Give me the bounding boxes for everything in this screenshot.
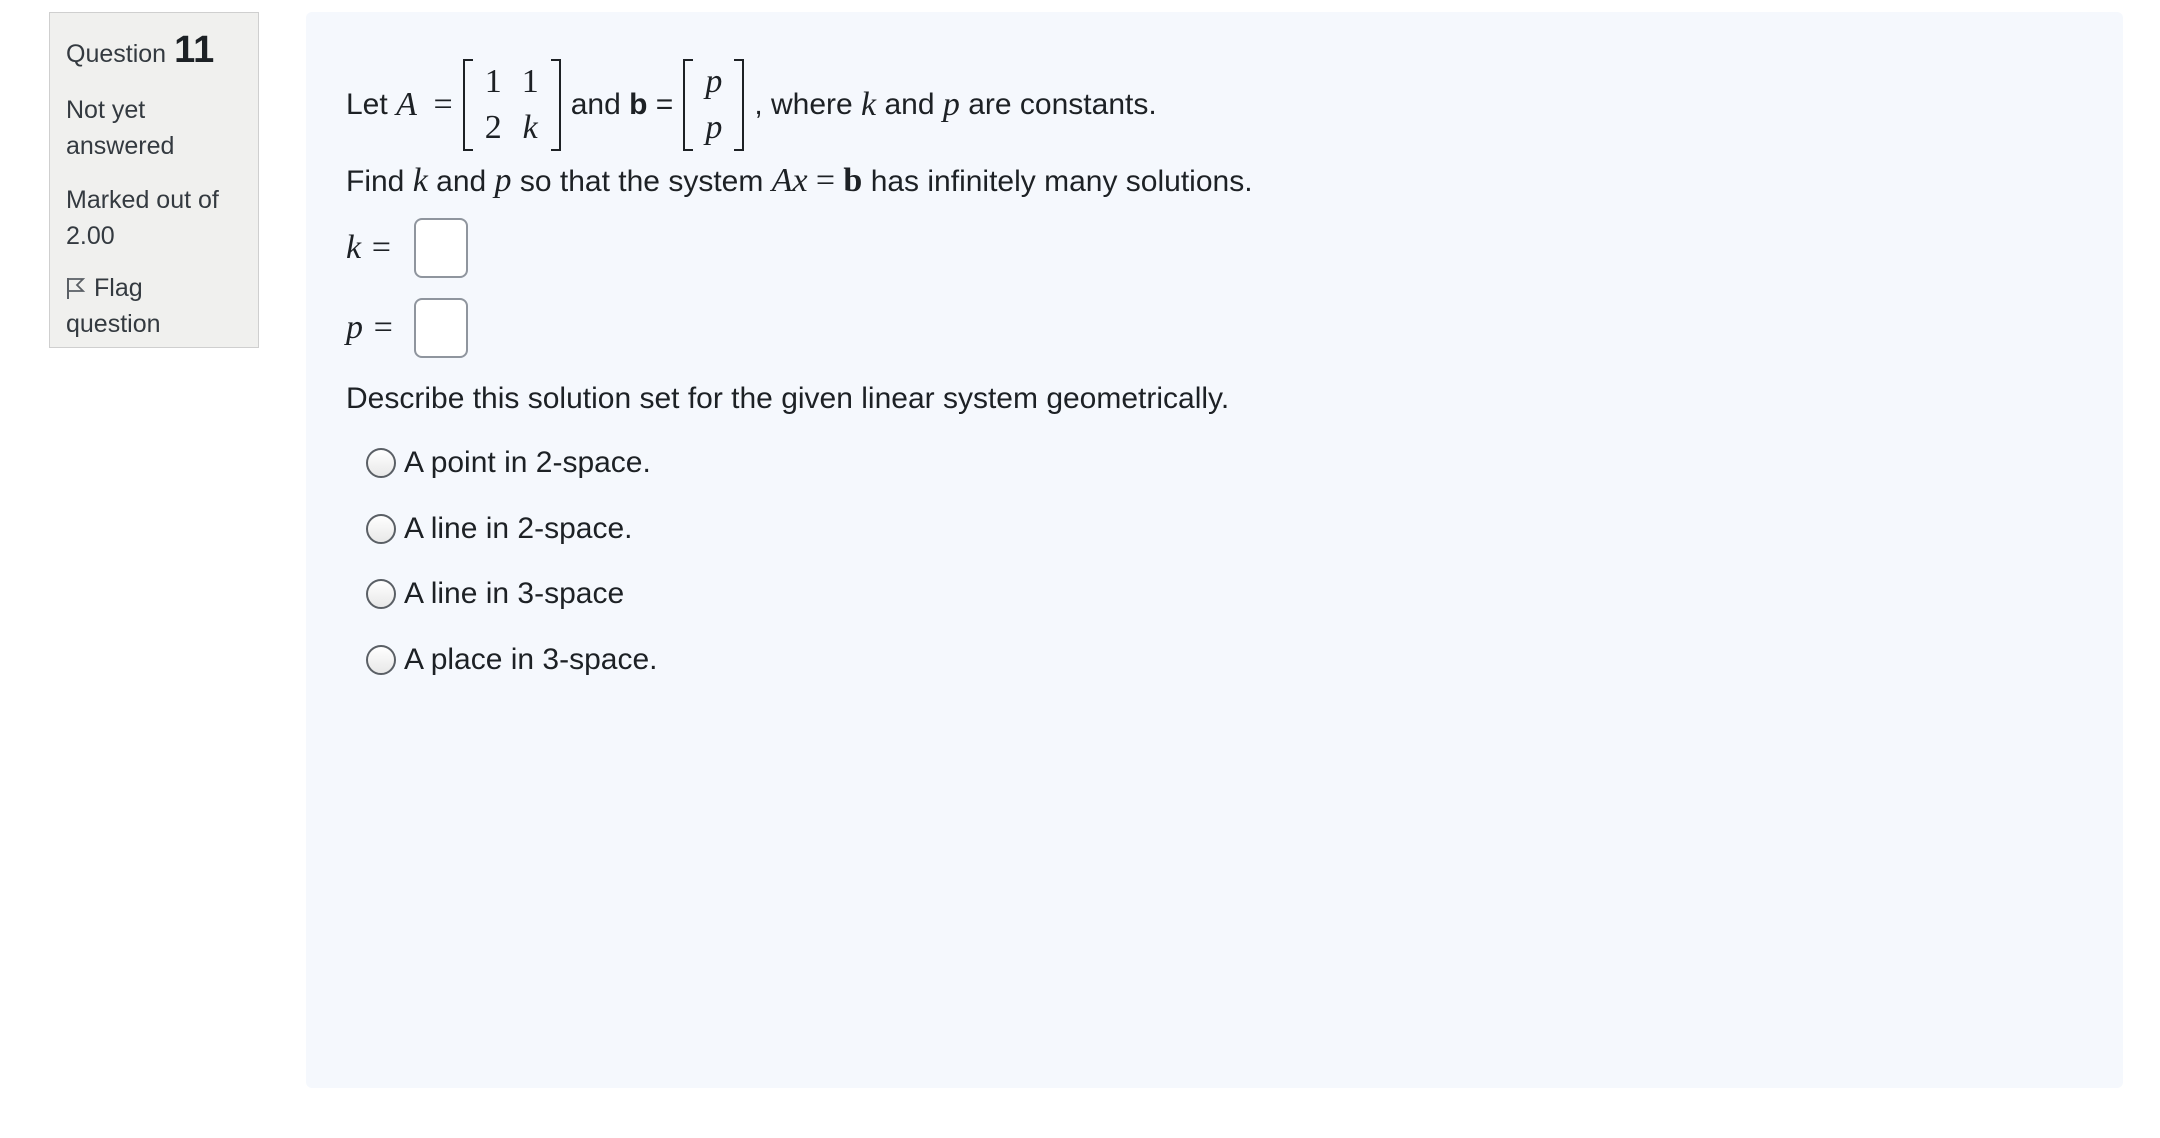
question-state: Not yet answered bbox=[66, 96, 175, 160]
right-bracket bbox=[551, 59, 561, 151]
option-line-2-space[interactable] bbox=[366, 512, 632, 546]
vector-b-cell: p bbox=[705, 109, 723, 146]
flag-question-label: Flag question bbox=[66, 274, 161, 338]
question-number bbox=[66, 29, 242, 72]
right-bracket bbox=[734, 59, 744, 151]
and-text: and bbox=[884, 88, 935, 121]
question-number-value: 11 bbox=[174, 29, 215, 71]
describe-prompt: Describe this solution set for the given linear system geometrically. bbox=[346, 382, 1230, 415]
question-label: Question bbox=[66, 40, 167, 68]
infinitely-text: has infinitely many solutions. bbox=[870, 165, 1253, 198]
question-statement bbox=[346, 50, 1157, 160]
option-label: A point in 2-space. bbox=[404, 446, 651, 479]
matrix-A-cell: 1 bbox=[484, 63, 502, 100]
p-symbol: p bbox=[942, 86, 960, 123]
flag-icon bbox=[66, 276, 86, 300]
option-point-2-space[interactable] bbox=[366, 446, 651, 480]
p-answer-row bbox=[346, 298, 468, 358]
k-answer-input[interactable] bbox=[414, 218, 468, 278]
option-place-3-space[interactable] bbox=[366, 643, 658, 677]
so-that-text: so that the system bbox=[519, 165, 764, 198]
matrix-A-cell: 2 bbox=[484, 109, 502, 146]
left-bracket bbox=[683, 59, 693, 151]
where-text: , where bbox=[754, 88, 853, 121]
radio-button[interactable] bbox=[366, 579, 396, 609]
b-symbol: b bbox=[843, 162, 863, 199]
option-label: A place in 3-space. bbox=[404, 643, 658, 676]
k-answer-row bbox=[346, 218, 468, 278]
and-text: and bbox=[570, 88, 621, 121]
p-answer-label: p = bbox=[346, 309, 395, 346]
equals-sign: = bbox=[815, 162, 836, 199]
left-bracket bbox=[463, 59, 473, 151]
find-statement bbox=[346, 162, 1253, 200]
radio-button[interactable] bbox=[366, 645, 396, 675]
k-symbol: k bbox=[412, 162, 428, 199]
matrix-A bbox=[463, 59, 561, 151]
find-text: Find bbox=[346, 165, 405, 198]
vector-b bbox=[683, 59, 744, 151]
let-text: Let bbox=[346, 88, 388, 121]
option-label: A line in 3-space bbox=[404, 577, 625, 610]
option-label: A line in 2-space. bbox=[404, 512, 633, 545]
b-equals: = bbox=[655, 88, 674, 121]
radio-button[interactable] bbox=[366, 448, 396, 478]
equals-sign: = bbox=[433, 86, 453, 123]
vector-b-cell: p bbox=[705, 63, 723, 100]
b-symbol: b bbox=[629, 88, 648, 121]
question-info-panel bbox=[49, 12, 259, 348]
option-line-3-space[interactable] bbox=[366, 577, 624, 611]
p-answer-input[interactable] bbox=[414, 298, 468, 358]
k-answer-label: k = bbox=[346, 229, 393, 266]
question-content bbox=[306, 12, 2123, 1088]
matrix-A-cell: k bbox=[522, 109, 538, 146]
k-symbol: k bbox=[861, 86, 877, 123]
matrix-A-symbol: A bbox=[396, 86, 417, 123]
flag-question-button[interactable] bbox=[66, 270, 242, 342]
p-symbol: p bbox=[494, 162, 512, 199]
question-grade: Marked out of 2.00 bbox=[66, 186, 219, 250]
matrix-A-cell: 1 bbox=[521, 63, 539, 100]
and-text: and bbox=[436, 165, 487, 198]
Ax-symbol: Ax bbox=[771, 162, 808, 199]
radio-button[interactable] bbox=[366, 514, 396, 544]
constants-text: are constants. bbox=[968, 88, 1157, 121]
